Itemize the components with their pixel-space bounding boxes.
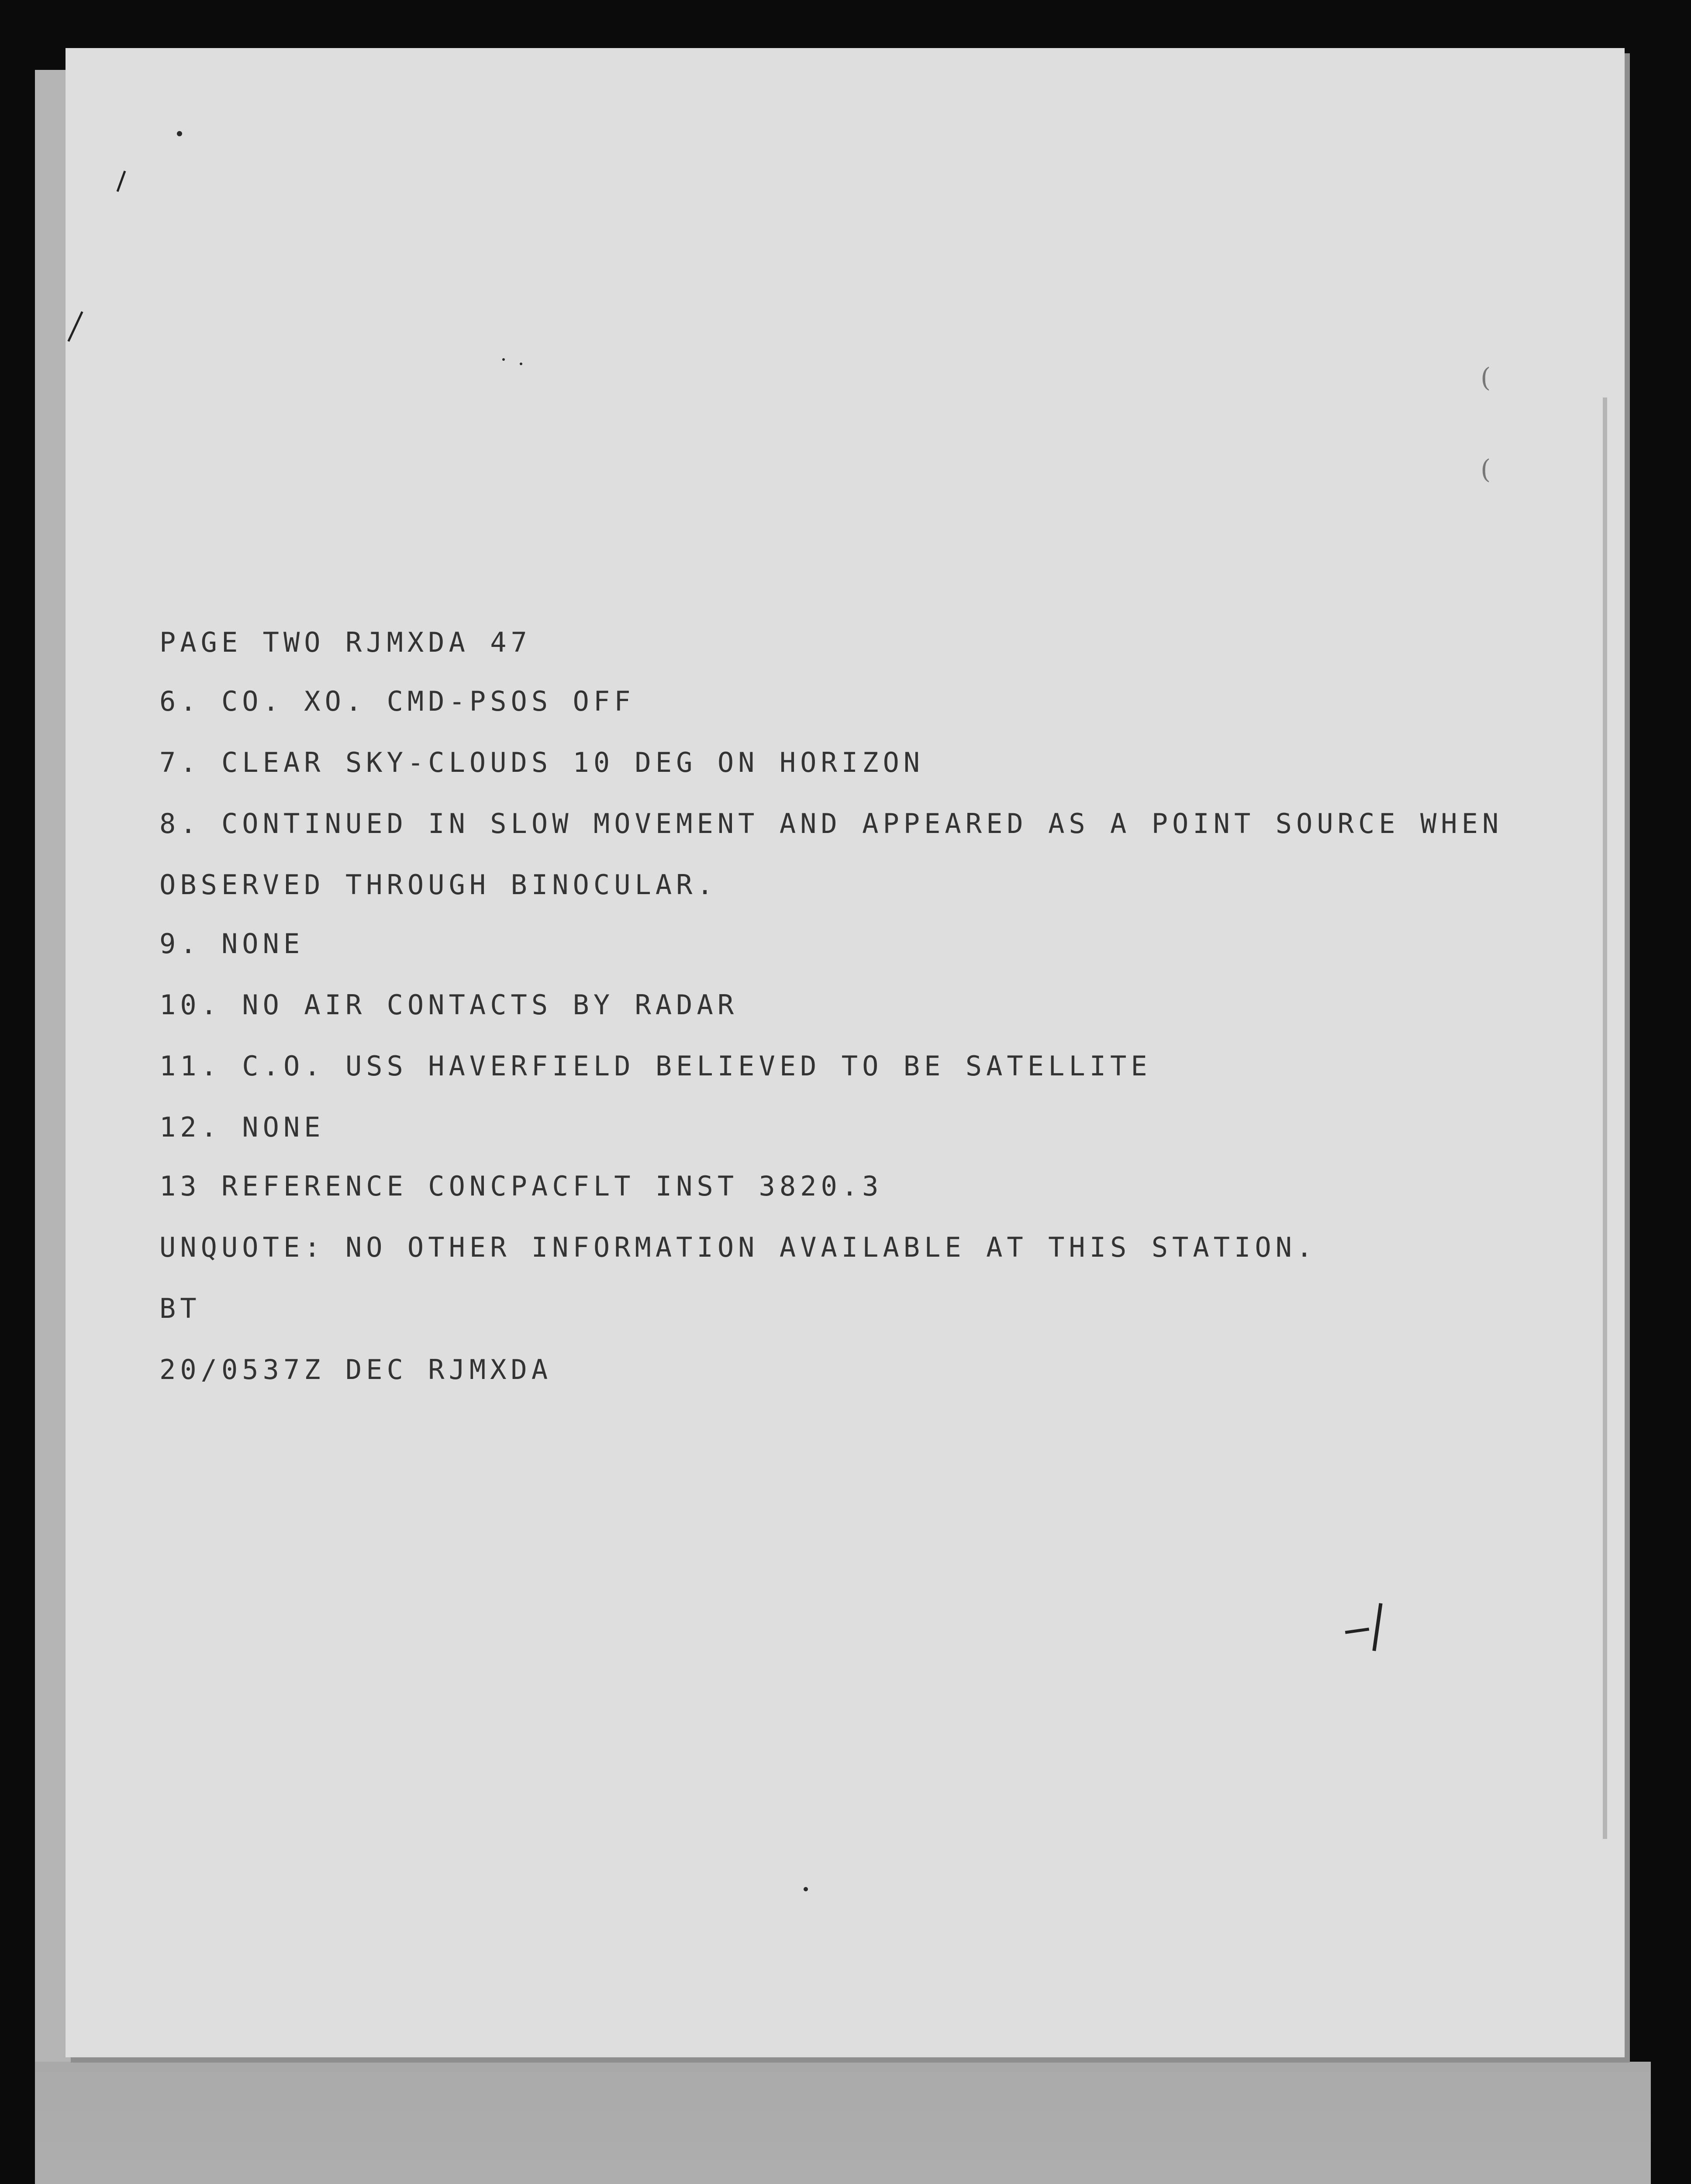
header-line: PAGE TWO RJMXDA 47 [159,626,531,658]
margin-mark: ( [1480,454,1491,485]
item-8-continuation-line: OBSERVED THROUGH BINOCULAR. [159,869,718,901]
dtg-line: 20/0537Z DEC RJMXDA [159,1354,552,1386]
dot-mark [502,358,505,361]
dot-mark [804,1887,808,1891]
item-12-line: 12. NONE [159,1111,325,1143]
handwritten-stroke-mark [1372,1603,1382,1651]
item-6-line: 6. CO. XO. CMD-PSOS OFF [159,685,635,717]
pen-mark [117,171,126,192]
margin-mark: ( [1480,363,1491,393]
document-page [66,48,1625,2057]
unquote-line: UNQUOTE: NO OTHER INFORMATION AVAILABLE AT THIS STATION. [159,1231,1317,1263]
item-9-line: 9. NONE [159,928,304,960]
item-11-line: 11. C.O. USS HAVERFIELD BELIEVED TO BE SATELLITE [159,1050,1152,1082]
dot-mark [177,131,182,136]
bt-line: BT [159,1292,201,1324]
dot-mark [520,363,522,365]
handwritten-dash-mark [1345,1628,1369,1634]
pen-mark [67,311,83,342]
item-7-line: 7. CLEAR SKY-CLOUDS 10 DEG ON HORIZON [159,746,925,778]
item-8-line: 8. CONTINUED IN SLOW MOVEMENT AND APPEARED AS A POINT SOURCE WHEN [159,808,1503,840]
page-edge-shadow [1603,397,1607,1839]
lower-sheet-strip [35,2062,1651,2184]
item-10-line: 10. NO AIR CONTACTS BY RADAR [159,989,739,1021]
item-13-line: 13 REFERENCE CONCPACFLT INST 3820.3 [159,1170,883,1202]
